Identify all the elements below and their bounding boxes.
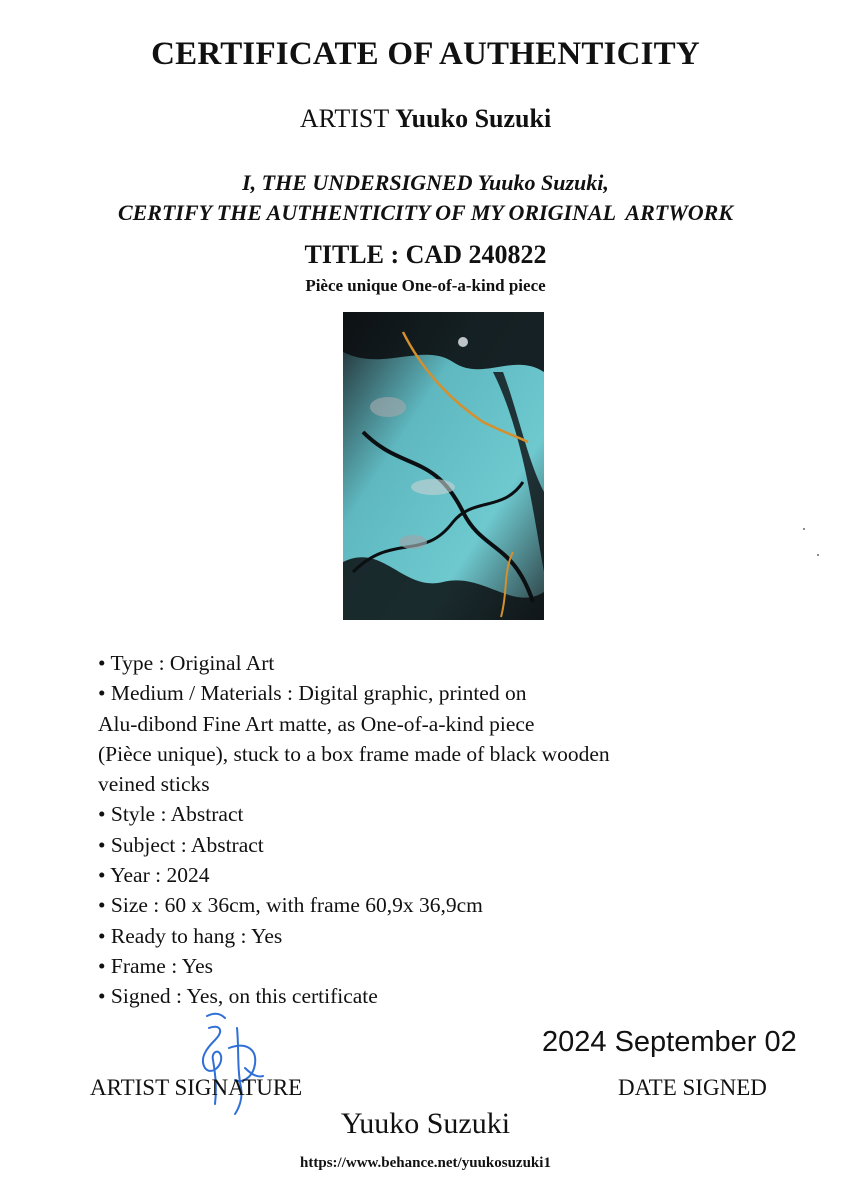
artwork-white-dot (458, 337, 468, 347)
certificate-heading: CERTIFICATE OF AUTHENTICITY (151, 36, 700, 72)
detail-line: veined sticks (98, 772, 210, 797)
artwork-image (343, 312, 544, 620)
artist-line (0, 104, 851, 134)
detail-line: Alu-dibond Fine Art matte, as One-of-a-kind piece (98, 711, 535, 736)
date-signed-value: 2024 September 02 (542, 1026, 797, 1058)
artist-prefix: ARTIST (299, 104, 389, 133)
certification-statement (0, 168, 851, 228)
certify-line-1: I, THE UNDERSIGNED Yuuko Suzuki, (242, 170, 609, 195)
detail-line: • Medium / Materials : Digital graphic, printed on (98, 681, 527, 706)
artist-website[interactable]: https://www.behance.net/yuukosuzuki1 (300, 1155, 551, 1171)
detail-line: (Pièce unique), stuck to a box frame made of black wooden (98, 741, 610, 766)
certify-line-2: CERTIFY THE AUTHENTICITY OF MY ORIGINAL ARTWORK (117, 200, 734, 225)
artwork-gray-splash-2 (411, 479, 455, 495)
artist-name: Yuuko Suzuki (395, 104, 552, 133)
detail-line: • Style : Abstract (98, 802, 244, 827)
speck-mark (817, 554, 819, 556)
detail-line: • Signed : Yes, on this certificate (98, 984, 378, 1009)
artwork-title: TITLE : CAD 240822 (304, 240, 547, 269)
artist-printed-name: Yuuko Suzuki (340, 1107, 511, 1140)
detail-line: • Year : 2024 (98, 863, 210, 888)
detail-line: • Subject : Abstract (98, 832, 264, 857)
date-signed-label: DATE SIGNED (618, 1075, 767, 1100)
detail-line: • Frame : Yes (98, 953, 214, 978)
artwork-details-list (98, 648, 778, 1012)
artwork-subtitle: Pièce unique One-of-a-kind piece (305, 276, 546, 295)
detail-line: • Size : 60 x 36cm, with frame 60,9x 36,9cm (98, 893, 483, 918)
artist-signature-mark (185, 1008, 275, 1118)
artwork-gray-splash-3 (399, 535, 427, 549)
detail-line: • Type : Original Art (98, 651, 275, 675)
speck-mark (803, 528, 805, 530)
artist-signature-label: ARTIST SIGNATURE (90, 1075, 303, 1100)
artwork-gray-splash-1 (370, 397, 406, 417)
detail-line: • Ready to hang : Yes (98, 923, 283, 948)
